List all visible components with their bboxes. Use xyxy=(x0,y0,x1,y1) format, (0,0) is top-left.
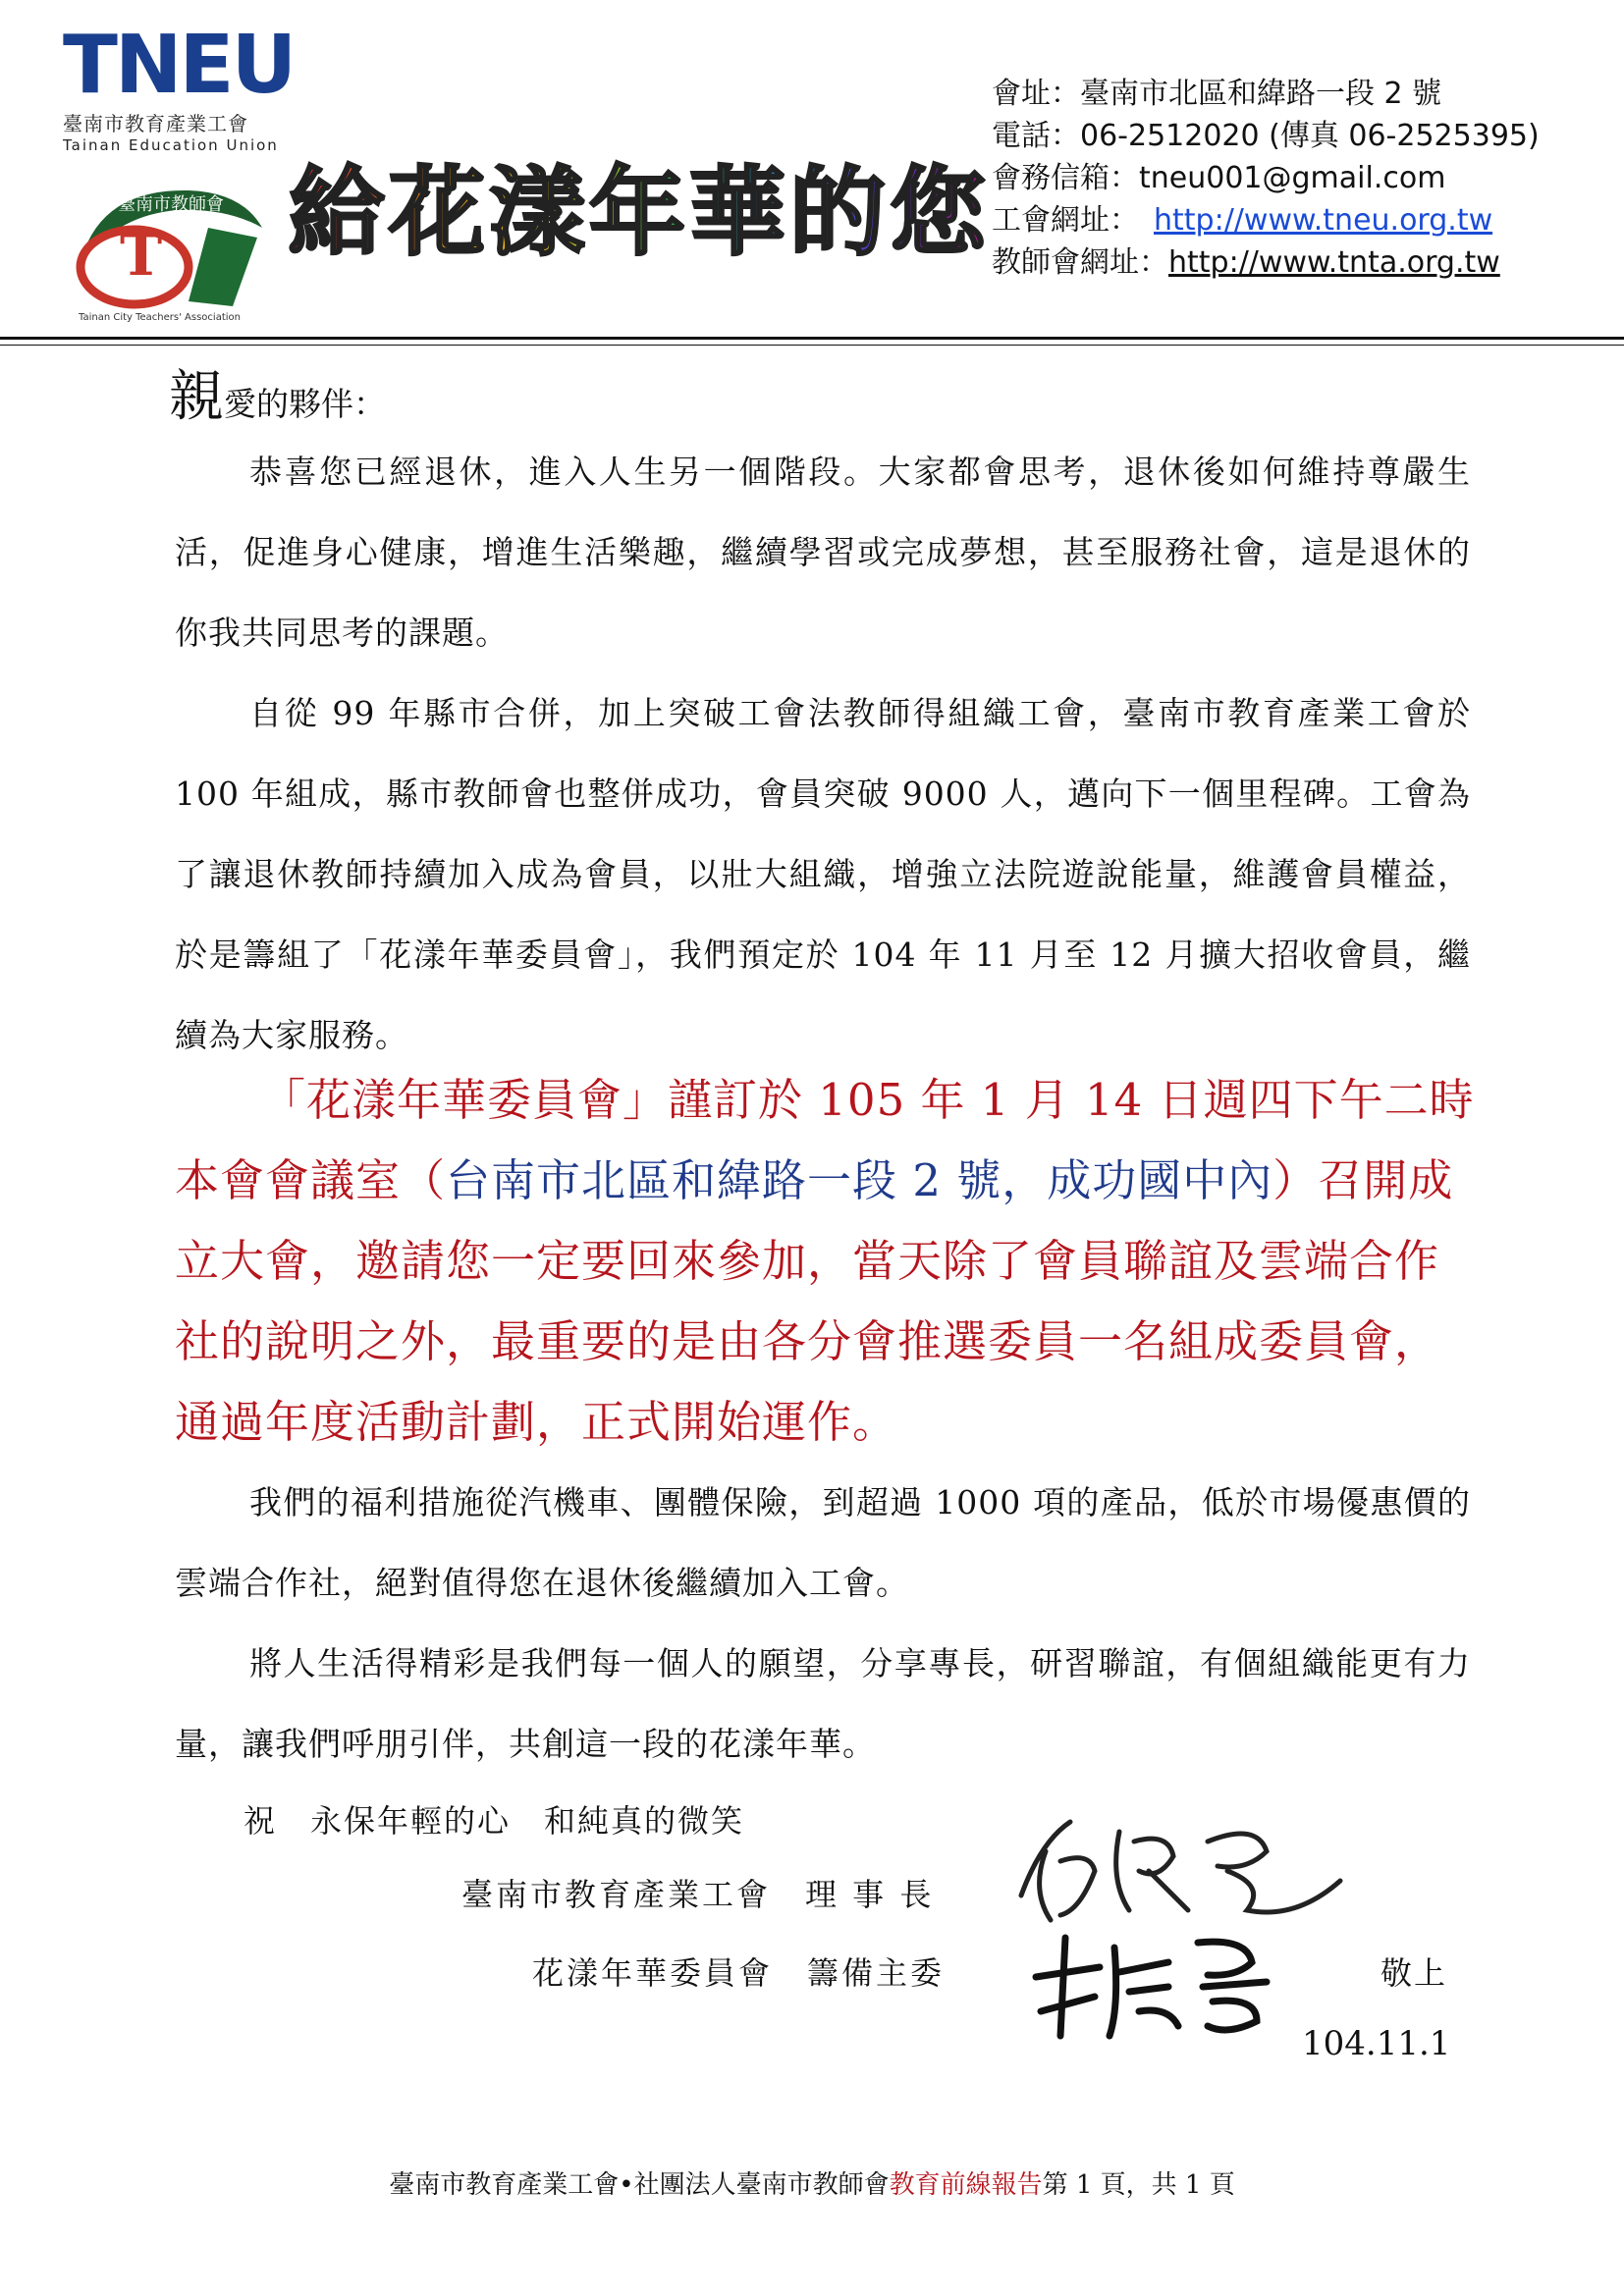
tneu-logo-en: Tainan Education Union xyxy=(63,136,279,154)
signer-chairman: 臺南市教育產業工會 理 事 長 xyxy=(461,1876,935,1913)
address: 臺南市北區和緯路一段 2 號 xyxy=(1080,77,1442,111)
banner-text: 給花漾年華的您 xyxy=(289,156,991,269)
banner-title xyxy=(285,116,992,293)
paragraph-1: 恭喜您已經退休，進入人生另一個階段。大家都會思考，退休後如何維持尊嚴生活，促進身心健康，增進生活樂趣，繼續學習或完成夢想，甚至服務社會，這是退休的你我共同思考的課題。 xyxy=(175,453,1471,652)
phone: 06-2512020 (傳真 06-2525395) xyxy=(1080,119,1540,153)
union-site-link[interactable]: http://www.tneu.org.tw xyxy=(1154,203,1493,238)
teacher-site-row: 教師會網址：http://www.tnta.org.tw xyxy=(992,245,1500,280)
respect-closing: 敬上 xyxy=(1380,1954,1448,1992)
page-footer xyxy=(0,2164,1624,2201)
paragraph-2: 自從 99 年縣市合併，加上突破工會法教師得組織工會，臺南市教育產業工會於 100 年組成，縣市教師會也整併成功，會員突破 9000 人，邁向下一個里程碑。工會為了讓退休教師持續加入成為會員，以壯大組織，增強立法院遊說能量，維護會員權益，於是籌組了「花漾年華委員會」，我們預定於 104 年 11 月至 12 月擴大招收會員，繼續為大家服務。 xyxy=(175,694,1471,1054)
tneu-logo-cn: 臺南市教育產業工會 xyxy=(63,112,248,135)
salutation-text: 愛的夥伴： xyxy=(224,385,386,423)
chairman-signature xyxy=(1001,1802,1355,1930)
email-row: 會務信箱：tneu001@gmail.com xyxy=(992,161,1446,195)
salutation-initial: 親 xyxy=(169,365,224,429)
paragraph-4: 我們的福利措施從汽機車、團體保險，到超過 1000 項的產品，低於市場優惠價的雲端合作社，絕對值得您在退休後繼續加入工會。 xyxy=(175,1483,1471,1602)
union-site-row: 工會網址： http://www.tneu.org.tw xyxy=(992,203,1493,238)
address-row: 會址：臺南市北區和緯路一段 2 號 xyxy=(992,77,1442,111)
footer-org: 臺南市教育產業工會•社團法人臺南市教師會 xyxy=(389,2170,890,2200)
header-divider-thin xyxy=(0,345,1624,346)
header-divider xyxy=(0,337,1624,340)
announcement-paragraph xyxy=(175,1060,1481,1463)
committee-signature xyxy=(1021,1918,1286,2046)
banner-art xyxy=(285,116,992,293)
signer-committee: 花漾年華委員會 籌備主委 xyxy=(532,1954,946,1992)
meeting-location: 台南市北區和緯路一段 2 號，成功國中內 xyxy=(446,1154,1273,1206)
email: tneu001@gmail.com xyxy=(1139,161,1446,195)
contact-info xyxy=(992,73,1610,284)
announcement-part-2: ）召開成立大會，邀請您一定要回來參加，當天除了會員聯誼及雲端合作社的說明之外，最重要的是由各分會推選委員一名組成委員會，通過年度活動計劃，正式開始運作。 xyxy=(175,1154,1454,1448)
tneu-logo-text: TNEU xyxy=(63,19,295,112)
seal-text: 臺南市教師會 xyxy=(118,194,224,215)
salutation xyxy=(169,353,386,432)
teacher-site-link[interactable]: http://www.tnta.org.tw xyxy=(1168,245,1500,280)
svg-text:T: T xyxy=(120,222,163,289)
seal-en: Tainan City Teachers' Association xyxy=(79,312,241,323)
footer-page: 第 1 頁，共 1 頁 xyxy=(1042,2170,1235,2200)
phone-row: 電話：06-2512020 (傳真 06-2525395) xyxy=(992,119,1540,153)
letter-date: 104.11.1 xyxy=(1302,2024,1451,2063)
tneu-logo xyxy=(63,19,298,154)
footer-report: 教育前線報告 xyxy=(889,2170,1043,2200)
closing-greeting: 祝 永保年輕的心 和純真的微笑 xyxy=(244,1802,745,1840)
announcement-part-1: 「花漾年華委員會」謹訂於 105 年 1 月 14 日週四下午二時本會會議室（ xyxy=(175,1074,1475,1206)
teachers-association-seal xyxy=(61,169,277,326)
seal-emblem-icon xyxy=(61,169,277,326)
paragraph-5: 將人生活得精彩是我們每一個人的願望，分享專長，研習聯誼，有個組織能更有力量，讓我們呼朋引伴，共創這一段的花漾年華。 xyxy=(175,1644,1471,1763)
